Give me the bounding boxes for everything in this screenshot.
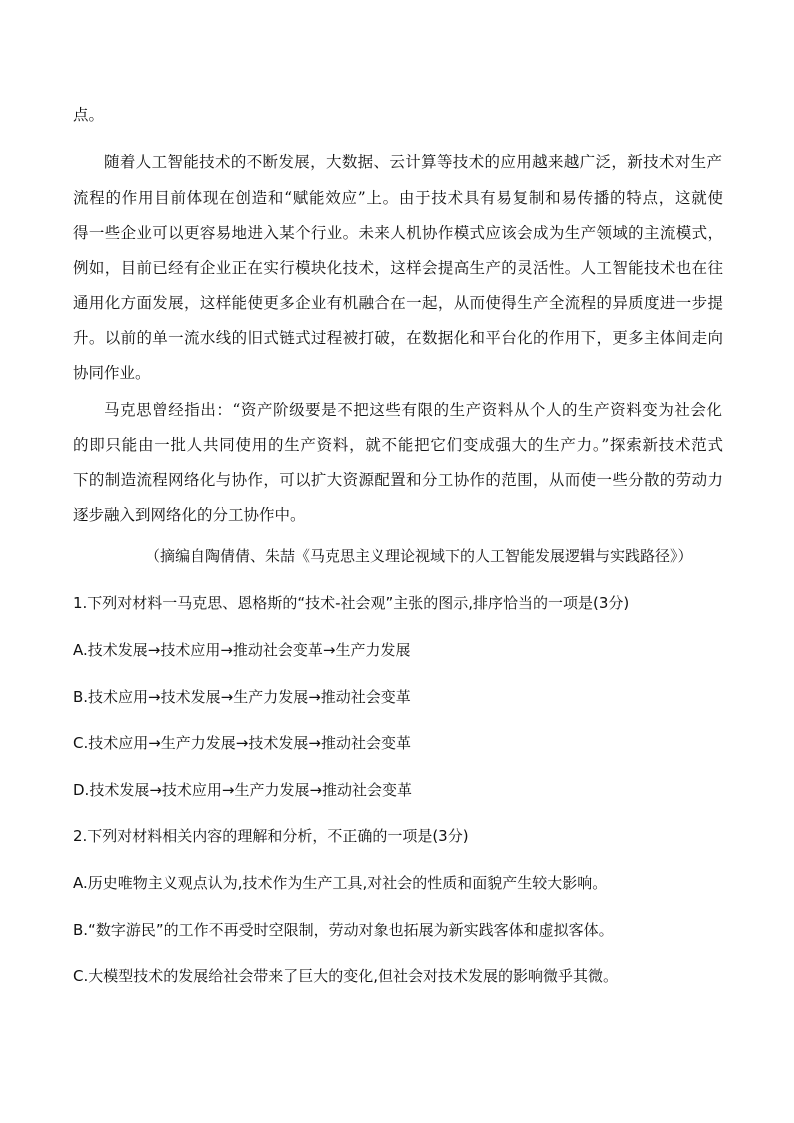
paragraph-line: 升。以前的单一流水线的旧式链式过程被打破，在数据化和平台化的作用下，更多主体间走向 [73, 329, 723, 347]
paragraph-line: 下的制造流程网络化与协作，可以扩大资源配置和分工协作的范围，从而使一些分散的劳动力 [73, 471, 723, 489]
question-option: B.“数字游民”的工作不再受时空限制，劳动对象也拓展为新实践客体和虚拟客体。 [73, 921, 614, 939]
source-citation: （摘编自陶倩倩、朱喆《马克思主义理论视域下的人工智能发展逻辑与实践路径》） [145, 547, 693, 565]
paragraph-line: 逐步融入到网络化的分工协作中。 [73, 506, 306, 524]
paragraph-line: 通用化方面发展，这样能使更多企业有机融合在一起，从而使得生产全流程的异质度进一步提 [73, 294, 723, 312]
question-stem: 1.下列对材料一马克思、恩格斯的“技术-社会观”主张的图示,排序恰当的一项是(3分) [73, 594, 630, 612]
question-option: C.大模型技术的发展给社会带来了巨大的变化,但社会对技术发展的影响微乎其微。 [73, 967, 619, 985]
question-option: D.技术发展→技术应用→生产力发展→推动社会变革 [73, 781, 413, 799]
paragraph-line: 的即只能由一批人共同使用的生产资料，就不能把它们变成强大的生产力。”探索新技术范式 [73, 436, 723, 454]
question-option: A.历史唯物主义观点认为,技术作为生产工具,对社会的性质和面貌产生较大影响。 [73, 874, 608, 892]
question-stem: 2.下列对材料相关内容的理解和分析，不正确的一项是(3分) [73, 827, 469, 845]
paragraph-line: 得一些企业可以更容易地进入某个行业。未来人机协作模式应该会成为生产领域的主流模式， [73, 224, 723, 242]
paragraph-line: 例如，目前已经有企业正在实行模块化技术，这样会提高生产的灵活性。人工智能技术也在往 [73, 259, 723, 277]
paragraph-line: 协同作业。 [73, 364, 151, 382]
question-option: A.技术发展→技术应用→推动社会变革→生产力发展 [73, 641, 411, 659]
paragraph-line: 点。 [73, 106, 105, 124]
paragraph-line: 随着人工智能技术的不断发展，大数据、云计算等技术的应用越来越广泛，新技术对生产 [104, 153, 722, 171]
question-option: C.技术应用→生产力发展→技术发展→推动社会变革 [73, 734, 411, 752]
paragraph-line: 马克思曾经指出：“资产阶级要是不把这些有限的生产资料从个人的生产资料变为社会化 [104, 401, 722, 419]
paragraph-line: 流程的作用目前体现在创造和“赋能效应”上。由于技术具有易复制和易传播的特点，这就使 [73, 189, 723, 207]
question-option: B.技术应用→技术发展→生产力发展→推动社会变革 [73, 688, 411, 706]
